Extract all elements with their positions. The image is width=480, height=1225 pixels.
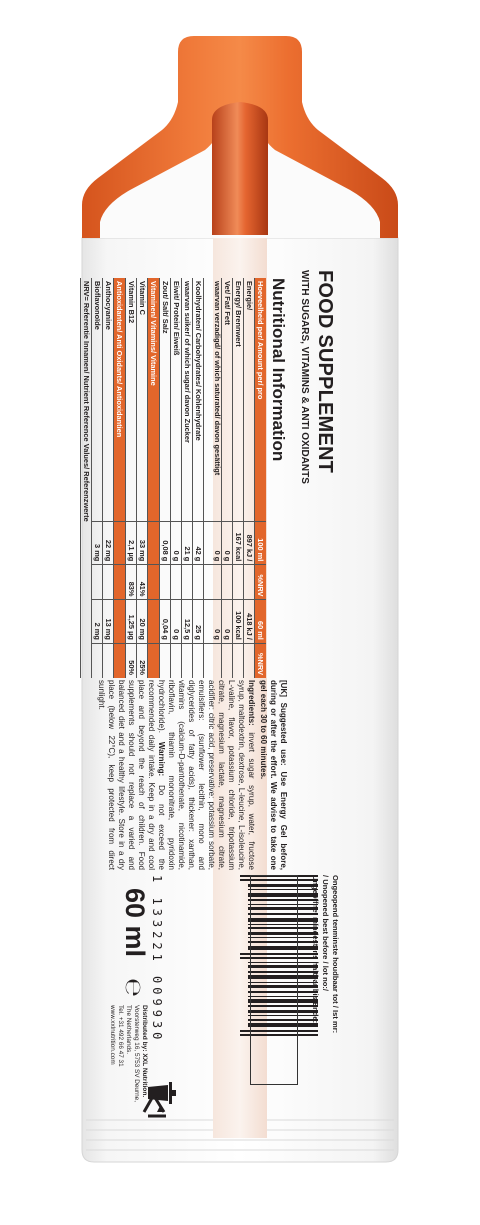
- product-subtitle: WITH SUGARS, VITAMINS & ANTI OXIDANTS: [299, 270, 310, 484]
- table-row: [193, 278, 204, 678]
- header-cell: %NRV: [255, 643, 267, 678]
- row-value: 100 kcal: [233, 600, 244, 643]
- volume-label: 60 ml: [120, 888, 150, 958]
- estimated-sign-icon: ℮: [120, 978, 145, 997]
- table-row: [244, 278, 255, 678]
- row-value: 33 mg: [137, 521, 148, 564]
- distributor-block: [108, 1005, 148, 1130]
- header-cell: Hoeveelheid per/ Amount per/ pro: [255, 278, 267, 521]
- row-value: [171, 565, 182, 600]
- suggested-use-label: [UK] Suggested use:: [279, 680, 288, 766]
- row-value: 1,25 µg: [126, 600, 137, 643]
- row-label: waarvan verzadigd/ of which saturated/ davon gesättigt: [204, 278, 222, 521]
- footnote-row: [81, 278, 92, 678]
- row-value: [193, 565, 204, 600]
- row-value: 0 g: [171, 600, 182, 643]
- header-cell: %NRV: [255, 565, 267, 600]
- row-value: 20 mg: [137, 600, 148, 643]
- row-value: 0 g: [222, 521, 233, 564]
- row-value: 897 kJ /: [244, 521, 255, 564]
- header-cell: [148, 643, 160, 678]
- header-cell: [114, 521, 126, 564]
- table-row: [160, 278, 171, 678]
- row-value: 25 g: [193, 600, 204, 643]
- row-value: 0 g: [171, 521, 182, 564]
- distributor-line: Tel. +31 492 66 47 31: [117, 1005, 124, 1067]
- row-value: [171, 643, 182, 678]
- warning-text: Do not exceed the recommended daily intake. Keep in a dry and cool place and beyond the reach of children. Food supplements should not replace a varied and balanced diet and a healthy lifestyle. Store in a dry place (below 22°C), keep protected from direct sunlight.: [97, 680, 166, 870]
- row-value: [233, 643, 244, 678]
- table-row: [222, 278, 233, 678]
- row-value: [204, 565, 222, 600]
- table-row: [137, 278, 148, 678]
- product-title: FOOD SUPPLEMENT: [314, 270, 336, 474]
- row-label: Bioflavonoïde: [92, 278, 103, 521]
- nrv-footnote: NRV= Referentie Innamen/ Nutrient Reference Values/ Referenzwerte: [81, 278, 92, 678]
- distributor-line: www.xxlnutrition.com: [109, 1005, 116, 1065]
- table-row: [182, 278, 193, 678]
- row-value: [160, 565, 171, 600]
- table-row: [233, 278, 244, 678]
- row-value: [182, 565, 193, 600]
- row-label: Vitamin C: [137, 278, 148, 521]
- row-value: 41%: [137, 565, 148, 600]
- row-value: 0 g: [222, 600, 233, 643]
- distributor-label: Distributed by: XXL Nutrition.: [141, 1005, 148, 1098]
- best-before-line: / Unopened best before / lot no:/: [321, 875, 330, 992]
- sachet-spout: [212, 102, 268, 235]
- row-value: [204, 643, 222, 678]
- row-label: Energy/ Brennwert: [233, 278, 244, 521]
- antiox-header: Antioxidanten/ Anti Oxidants/ Antioxidantien: [114, 278, 126, 521]
- row-label: waarvan suiker/ of which sugar/ davon Zucker: [182, 278, 193, 521]
- warning-label: Warning:: [157, 741, 166, 777]
- row-value: [222, 643, 233, 678]
- header-cell: [148, 565, 160, 600]
- row-value: [182, 643, 193, 678]
- nutrition-block: [80, 278, 288, 678]
- usage-ingredients-block: [94, 680, 288, 870]
- row-value: [103, 565, 114, 600]
- nutrition-title: Nutritional Information: [269, 278, 288, 462]
- nutrition-header-row: [255, 278, 267, 678]
- row-value: 2 mg: [92, 600, 103, 643]
- best-before-block: [310, 875, 340, 1135]
- row-value: [193, 643, 204, 678]
- table-row: [204, 278, 222, 678]
- header-cell: 60 ml: [255, 600, 267, 643]
- vitamins-header: Vitaminen/ Vitamins/ Vitamine: [148, 278, 160, 521]
- table-row: [126, 278, 137, 678]
- best-before-line: Ongeopend tenminste houdbaar tot / Ist mr:: [331, 875, 340, 1034]
- row-value: 418 kJ /: [244, 600, 255, 643]
- header-cell: [148, 521, 160, 564]
- row-value: [244, 565, 255, 600]
- row-label: Eiwit/ Protein/ Eiweiß: [171, 278, 182, 521]
- nutrition-table: [80, 278, 266, 678]
- suggested-use: [258, 680, 288, 870]
- ingredients-label: Ingredients:: [247, 680, 256, 726]
- row-value: 22 mg: [103, 521, 114, 564]
- row-value: 2,1 µg: [126, 521, 137, 564]
- ingredients: [96, 680, 256, 870]
- row-value: 25%: [137, 643, 148, 678]
- best-before-line: Ungeöffnet mindestens haltbar bis Ende:: [311, 875, 320, 1024]
- row-value: [222, 565, 233, 600]
- row-value: 0,04 g: [160, 600, 171, 643]
- table-row: [171, 278, 182, 678]
- row-value: 0 g: [204, 521, 222, 564]
- row-value: 50%: [126, 643, 137, 678]
- header-cell: [114, 565, 126, 600]
- row-value: [92, 643, 103, 678]
- table-row: [92, 278, 103, 678]
- lot-number-box: [250, 875, 298, 1085]
- row-value: 21 g: [182, 521, 193, 564]
- label-panel: [82, 270, 340, 1140]
- antiox-header-row: [114, 278, 126, 678]
- suggested-use-text: Use Energy Gel before, during or after the effort. We advise to take one gel each 30 to 60 minutes.: [259, 680, 288, 871]
- header-cell: [114, 600, 126, 643]
- row-value: 42 g: [193, 521, 204, 564]
- row-value: 167 kcal: [233, 521, 244, 564]
- row-value: 0 g: [204, 600, 222, 643]
- header-cell: [148, 600, 160, 643]
- table-row: [103, 278, 114, 678]
- header-cell: [114, 643, 126, 678]
- row-value: [233, 565, 244, 600]
- vitamins-header-row: [148, 278, 160, 678]
- distributor-line: Voorsterweg 16, 5753 SV Deurne,: [133, 1005, 140, 1102]
- row-value: [92, 565, 103, 600]
- header-cell: 100 ml: [255, 521, 267, 564]
- ingredients-text: invert sugar syrup, water, fructose syrup, maltodextrin, dextrose, L-leucine, L-isoleucine, L-valine, flavor, potassium chloride, tripotassium citrate, magnesium lactate, magnesium citrate, acidifier: citric acid, preservative: potassium sorbate, emulsifiers: (sunflower lecithin, mono and diglycerides of fatty acids), thickener: xanthan, vitamins (calcium-D-pantothenate, nicotinamide, riboflavin, thiamin mononitrate, pyridoxin hydrochloride).: [157, 680, 256, 870]
- row-value: 12,5 g: [182, 600, 193, 643]
- row-label: Vet/ Fat/ Fett: [222, 278, 233, 521]
- row-value: 13 mg: [103, 600, 114, 643]
- row-label: Zout/ Salt/ Salz: [160, 278, 171, 521]
- row-value: [103, 643, 114, 678]
- distributor-line: The Netherlands.: [125, 1005, 132, 1055]
- row-label: Energie/: [244, 278, 255, 521]
- row-label: Vitamin B12: [126, 278, 137, 521]
- row-value: 0,08 g: [160, 521, 171, 564]
- row-value: [160, 643, 171, 678]
- row-value: [244, 643, 255, 678]
- row-value: 83%: [126, 565, 137, 600]
- barcode-number: 1 133221 009930: [150, 875, 164, 1044]
- row-value: 3 mg: [92, 521, 103, 564]
- row-label: Anthocyanine: [103, 278, 114, 521]
- row-label: Koolhydraten/ Carbohydrates/ Kohlenhydrate: [193, 278, 204, 521]
